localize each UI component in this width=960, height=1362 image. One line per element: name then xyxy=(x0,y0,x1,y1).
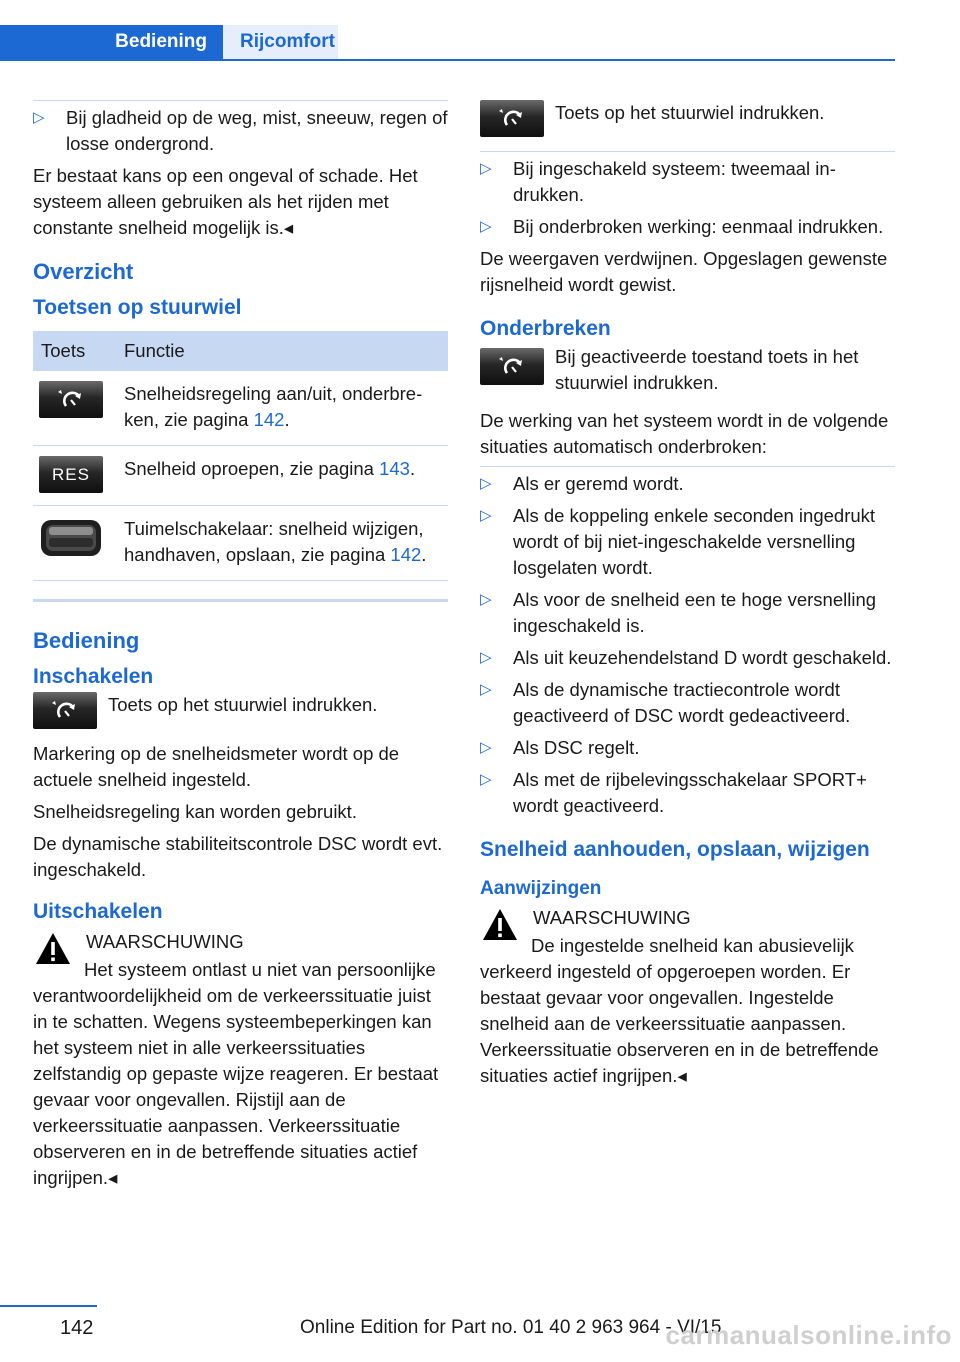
page-link[interactable]: 143 xyxy=(379,458,410,479)
warning-title: WAARSCHUWING xyxy=(533,907,691,928)
cruise-onoff-button-icon xyxy=(33,692,97,729)
cell-end: . xyxy=(284,409,290,430)
onderbreken-row xyxy=(480,344,895,396)
list-item xyxy=(33,100,448,157)
list-item xyxy=(480,645,895,671)
res-button-icon xyxy=(39,456,103,493)
triangle-bullet-icon: ▷ xyxy=(480,218,492,235)
press-row xyxy=(480,100,895,137)
list-item xyxy=(480,587,895,639)
cruise-onoff-button-icon xyxy=(480,100,544,137)
list-item xyxy=(480,503,895,581)
list-item xyxy=(480,735,895,761)
list-item-text: Als DSC regelt. xyxy=(513,737,640,758)
triangle-bullet-icon: ▷ xyxy=(480,475,492,492)
cell-text: Snelheid oproepen, zie pagina xyxy=(124,458,380,479)
list-item-text: Als voor de snelheid een te hoge versnelling ingeschakeld is. xyxy=(513,589,877,636)
table-row xyxy=(33,506,448,581)
cruise-onoff-button-icon xyxy=(39,381,103,418)
triangle-bullet-icon: ▷ xyxy=(480,649,492,666)
warning-body: Het systeem ontlast u niet van persoonlijke verantwoordelijkheid om de verkeerssituatie juist in te schatten. Wegens systeembeperkingen kan het systeem niet in alle verkeerssituaties zelfstandig op gepaste wijze reageren. Er bestaat gevaar voor ongevallen. Rijstijl aan de verkeerssituatie aanpassen. Verkeerssituatie observeren en in de betreffende situaties actief ingrijpen.◂ xyxy=(33,959,439,1188)
footer-rule xyxy=(0,1305,97,1307)
inschakelen-row xyxy=(33,692,448,729)
triangle-bullet-icon: ▷ xyxy=(480,591,492,608)
list-item xyxy=(480,677,895,729)
triangle-bullet-icon: ▷ xyxy=(480,160,492,177)
cruise-onoff-button-icon xyxy=(480,348,544,385)
right-column xyxy=(480,100,895,1101)
list-item-text: Bij ingeschakeld systeem: tweemaal indrukken. xyxy=(513,158,836,205)
heading-toetsen: Toetsen op stuurwiel xyxy=(33,296,242,319)
table-header-toets: Toets xyxy=(33,331,116,371)
paragraph: Snelheidsregeling kan worden gebruikt. xyxy=(33,801,357,822)
paragraph: De werking van het systeem wordt in de volgende situaties automatisch onderbroken: xyxy=(480,410,889,457)
page-link[interactable]: 142 xyxy=(390,544,422,565)
list-item-text: Als er geremd wordt. xyxy=(513,473,684,494)
rocker-switch-icon xyxy=(39,516,103,560)
list-item-text: Als de koppeling enkele seconden ingedrukt wordt of bij niet-ingeschakelde versnelling losgelaten wordt. xyxy=(513,505,876,578)
watermark: carmanualsonline.info xyxy=(665,1320,952,1350)
heading-snelheid: Snelheid aanhouden, opslaan, wijzigen xyxy=(480,838,870,861)
paragraph: Markering op de snelheidsmeter wordt op de actuele snelheid ingesteld. xyxy=(33,743,400,790)
heading-aanwijzingen: Aanwijzingen xyxy=(480,878,602,899)
table-header-functie: Functie xyxy=(116,331,448,371)
table-end-rule xyxy=(33,599,448,602)
keys-table xyxy=(33,331,448,581)
tab-bediening[interactable]: Bediening xyxy=(0,25,223,61)
triangle-bullet-icon: ▷ xyxy=(480,771,492,788)
left-column xyxy=(33,100,448,1203)
triangle-bullet-icon: ▷ xyxy=(480,739,492,756)
cell-text: Snelheidsregeling aan/uit, onderbreken, zie pagina xyxy=(124,383,423,430)
onderbreken-text: Bij geactiveerde toestand toets in het stuurwiel indrukken. xyxy=(555,346,859,393)
warning-body: De ingestelde snelheid kan abusievelijk verkeerd ingesteld of opgeroepen worden. Er bestaat gevaar voor ongevallen. Ingestelde snelheid aan de verkeerssituatie aanpassen. Verkeerssituatie observeren en in de betreffende situaties actief ingrijpen.◂ xyxy=(480,935,879,1086)
edition-line: Online Edition for Part no. 01 40 2 963 964 - VI/15 xyxy=(300,1317,722,1338)
list-item-text: Bij gladheid op de weg, mist, sneeuw, regen of losse ondergrond. xyxy=(66,107,448,154)
list-item xyxy=(480,214,895,240)
list-item-text: Bij onderbroken werking: eenmaal indrukken. xyxy=(513,216,884,237)
cell-text: Tuimelschakelaar: snelheid wijzigen, handhaven, opslaan, zie pagina xyxy=(124,518,424,565)
list-item xyxy=(480,466,895,497)
table-row xyxy=(33,446,448,506)
cell-end: . xyxy=(409,458,416,479)
res-label: RES xyxy=(52,464,90,484)
warning-title: WAARSCHUWING xyxy=(86,931,244,952)
heading-overzicht: Overzicht xyxy=(33,259,134,284)
list-item-text: Als met de rijbelevingsschakelaar SPORT+ wordt geactiveerd. xyxy=(513,769,867,816)
table-row xyxy=(33,371,448,446)
table-cell xyxy=(116,371,448,446)
triangle-bullet-icon: ▷ xyxy=(33,109,45,126)
header-rule xyxy=(0,59,895,61)
list-item-text: Als de dynamische tractiecontrole wordt geactiveerd of DSC wordt gedeactiveerd. xyxy=(513,679,851,726)
list-item-text: Als uit keuzehendelstand D wordt geschakeld. xyxy=(513,647,892,668)
heading-bediening: Bediening xyxy=(33,628,140,653)
inschakelen-text: Toets op het stuurwiel indrukken. xyxy=(108,694,378,715)
cell-end: . xyxy=(421,544,427,565)
paragraph: De dynamische stabiliteitscontrole DSC wordt evt. ingeschakeld. xyxy=(33,833,443,880)
heading-inschakelen: Inschakelen xyxy=(33,665,154,688)
header-tabs xyxy=(0,25,895,61)
table-cell xyxy=(116,446,448,506)
heading-onderbreken: Onderbreken xyxy=(480,317,611,340)
press-text: Toets op het stuurwiel indrukken. xyxy=(555,102,825,123)
list-item xyxy=(480,151,895,208)
list-item xyxy=(480,767,895,819)
page-number: 142 xyxy=(60,1317,94,1339)
paragraph: De weergaven verdwijnen. Opgeslagen gewenste rijsnelheid wordt gewist. xyxy=(480,248,888,295)
triangle-bullet-icon: ▷ xyxy=(480,507,492,524)
tab-rijcomfort[interactable]: Rijcomfort xyxy=(223,25,338,59)
table-cell xyxy=(116,506,448,581)
page-link[interactable]: 142 xyxy=(253,409,285,430)
triangle-bullet-icon: ▷ xyxy=(480,681,492,698)
heading-uitschakelen: Uitschakelen xyxy=(33,900,163,923)
paragraph: Er bestaat kans op een ongeval of schade. Het systeem alleen gebruiken als het rijden met constante snelheid mogelijk is.◂ xyxy=(33,165,418,238)
